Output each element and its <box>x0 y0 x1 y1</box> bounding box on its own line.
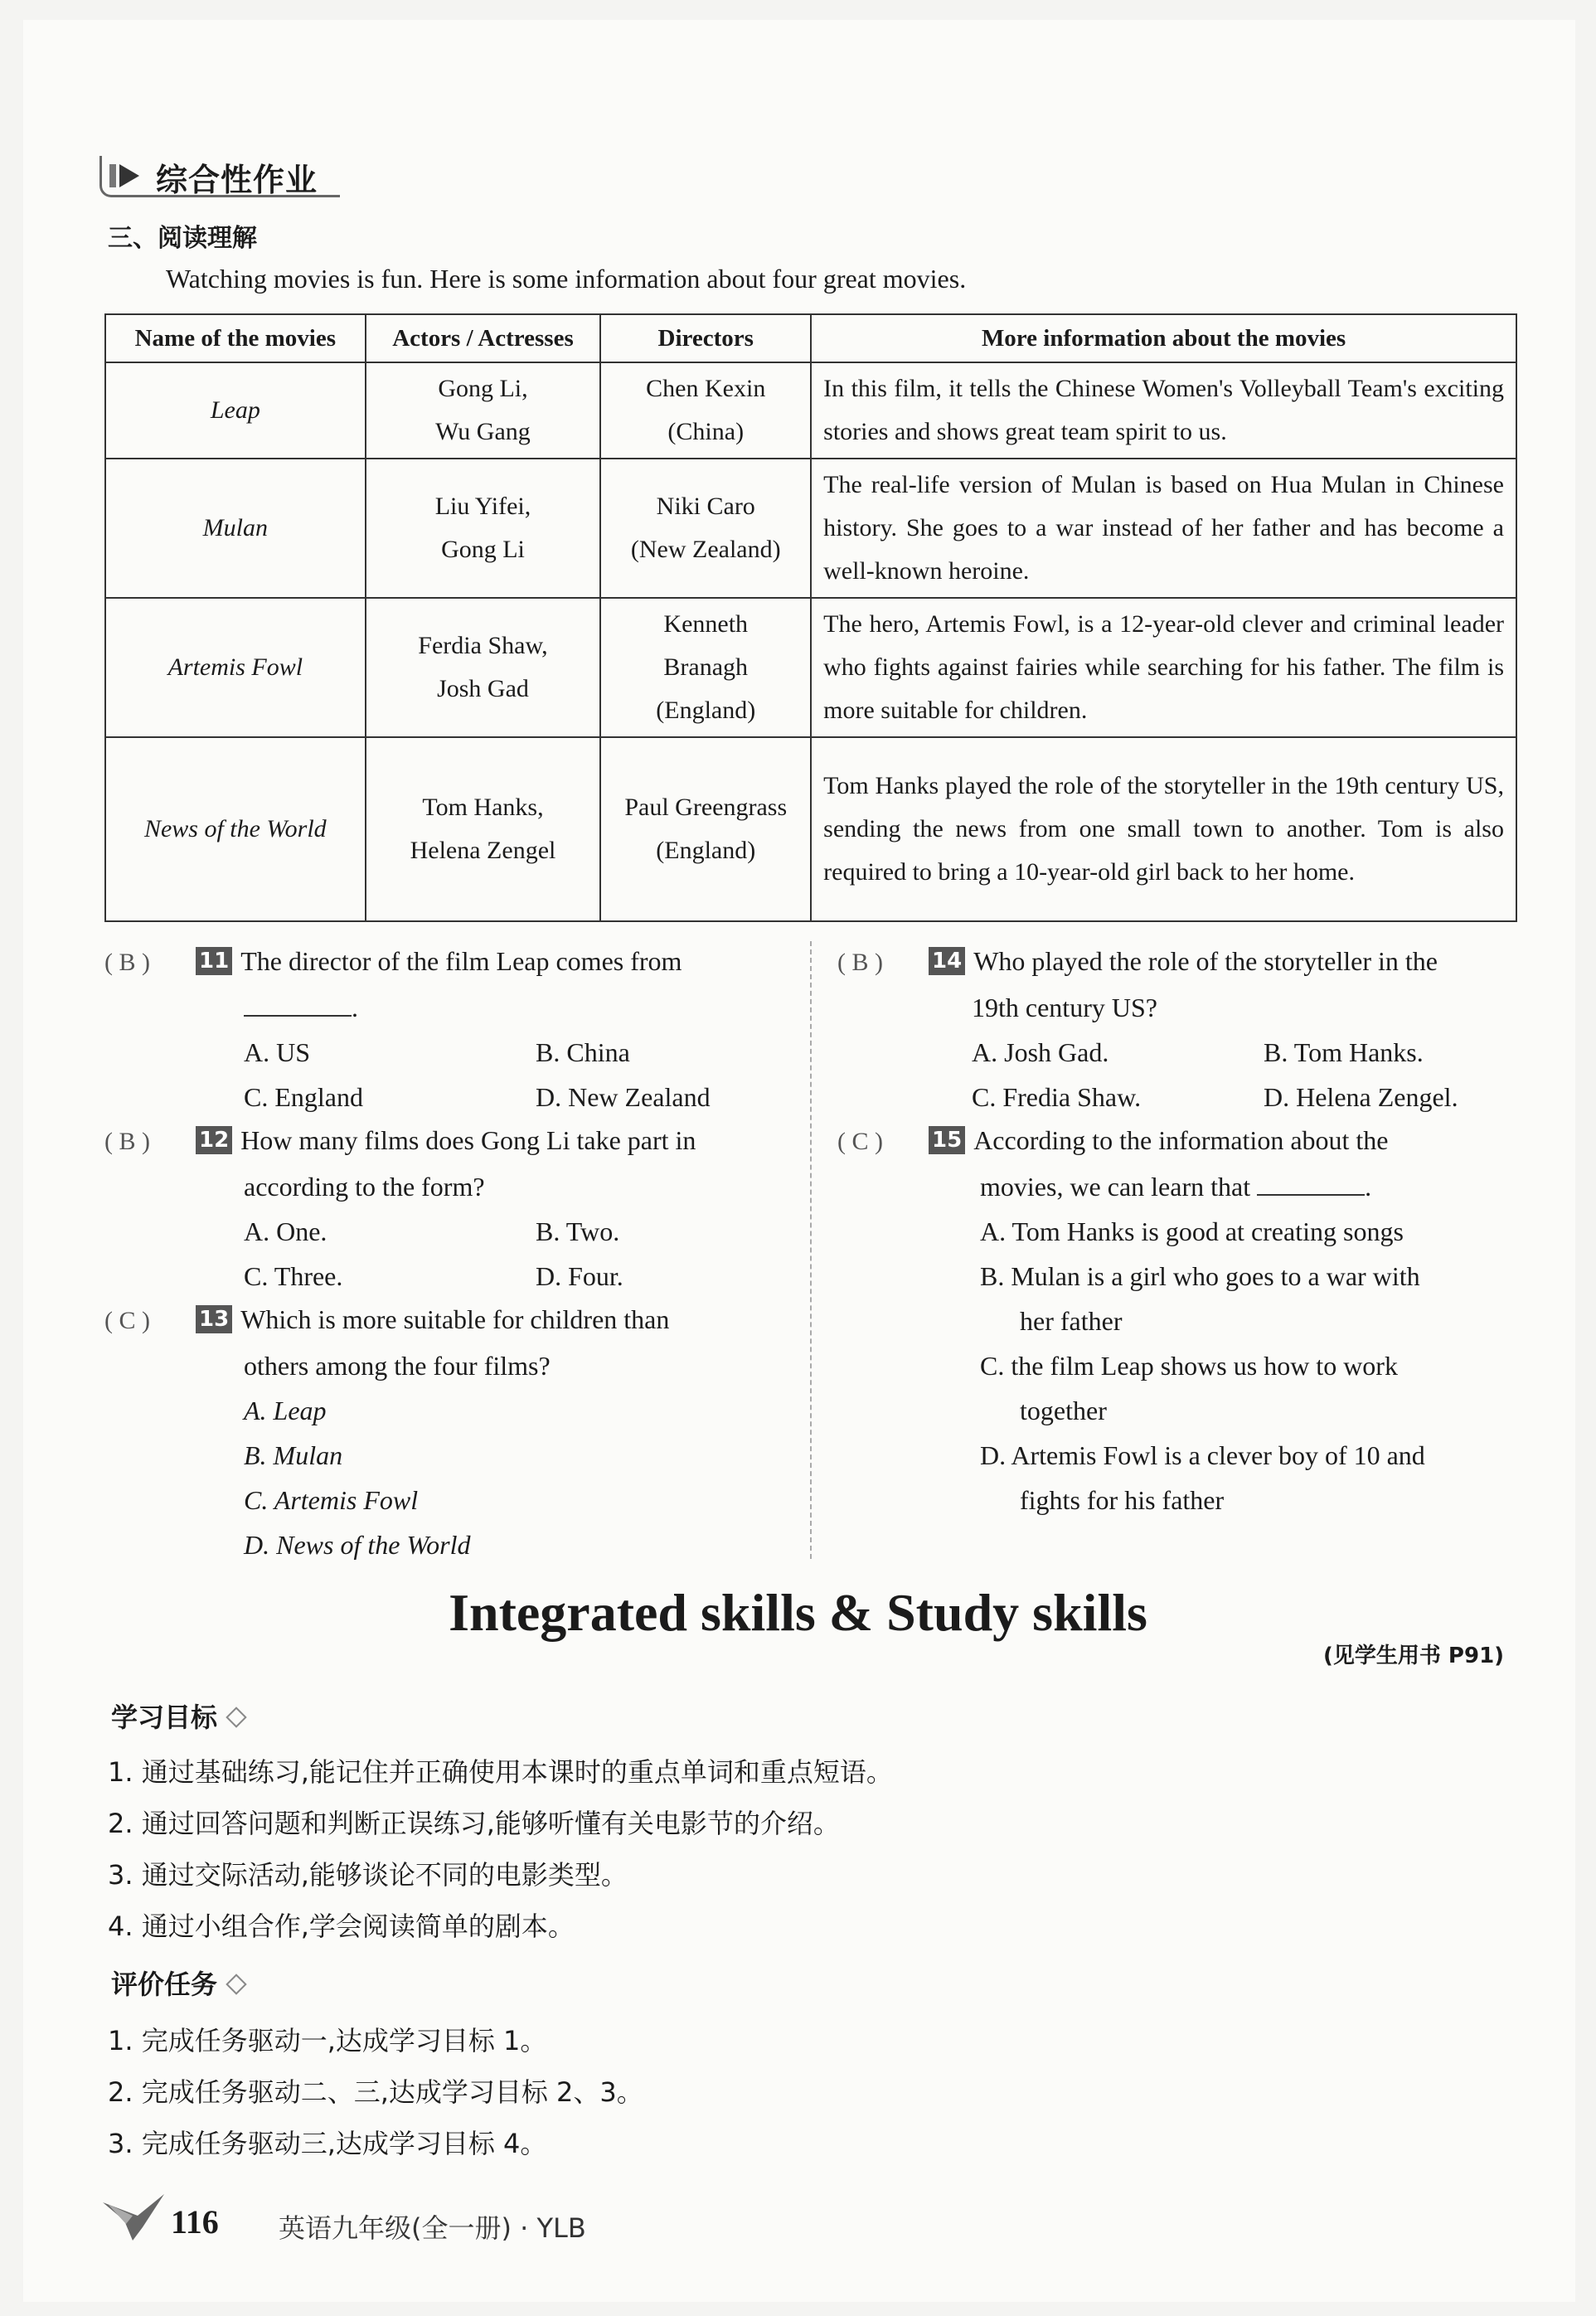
page-number: 116 <box>171 2203 219 2241</box>
movie-actors: Tom Hanks, Helena Zengel <box>366 737 601 921</box>
question-stem-cont: according to the form? <box>244 1172 485 1202</box>
lesson-title: Integrated skills & Study skills <box>449 1583 1147 1642</box>
table-header: More information about the movies <box>811 314 1516 362</box>
task-item: 1. 完成任务驱动一,达成学习目标 1。 <box>108 2025 547 2056</box>
option-c-cont: together <box>1020 1396 1107 1425</box>
question-number: 12 <box>196 1126 232 1154</box>
movie-directors: Niki Caro (New Zealand) <box>600 459 811 598</box>
option-b-cont: her father <box>1020 1306 1123 1336</box>
option-a[interactable]: A. Tom Hanks is good at creating songs <box>980 1216 1404 1246</box>
option-a[interactable]: A. US <box>244 1037 311 1067</box>
diamond-icon <box>226 1707 246 1727</box>
question-stem: According to the information about the <box>973 1125 1389 1155</box>
option-c[interactable]: C. Artemis Fowl <box>244 1485 419 1515</box>
table-header-row <box>105 314 1516 362</box>
diamond-icon <box>226 1974 246 1994</box>
question-stem-cont: others among the four films? <box>244 1351 551 1381</box>
table-header: Name of the movies <box>105 314 366 362</box>
question-number: 15 <box>929 1126 965 1154</box>
goal-item: 2. 通过回答问题和判断正误练习,能够听懂有关电影节的介绍。 <box>108 1808 840 1839</box>
movie-info: The hero, Artemis Fowl, is a 12-year-old clever and criminal leader who fights against fairies while searching for his father. The film is more suitable for children. <box>811 598 1516 737</box>
option-b[interactable]: B. Two. <box>536 1216 620 1246</box>
table-row <box>105 362 1516 459</box>
goal-item: 4. 通过小组合作,学会阅读简单的剧本。 <box>108 1911 575 1942</box>
movie-directors: Kenneth Branagh (England) <box>600 598 811 737</box>
option-d[interactable]: D. News of the World <box>244 1530 471 1560</box>
answer-choice: ( B ) <box>837 949 883 976</box>
tasks-heading: 评价任务 <box>111 1964 244 2002</box>
option-b[interactable]: B. Mulan <box>244 1440 343 1470</box>
question-stem: How many films does Gong Li take part in <box>240 1125 696 1155</box>
movie-info: The real-life version of Mulan is based on Hua Mulan in Chinese history. She goes to a war instead of her father and has become a well-known heroine. <box>811 459 1516 598</box>
movie-name: News of the World <box>105 737 366 921</box>
answer-choice: ( B ) <box>104 949 150 976</box>
table-row <box>105 737 1516 921</box>
option-b[interactable]: B. China <box>536 1037 630 1067</box>
option-d-cont: fights for his father <box>1020 1485 1225 1515</box>
option-d[interactable]: D. Four. <box>536 1261 623 1291</box>
goal-item: 3. 通过交际活动,能够谈论不同的电影类型。 <box>108 1859 628 1891</box>
answer-choice: ( B ) <box>104 1128 150 1155</box>
answer-choice: ( C ) <box>104 1307 150 1334</box>
question-14 <box>837 939 1534 1119</box>
movie-name: Mulan <box>105 459 366 598</box>
question-12 <box>104 1118 801 1299</box>
task-item: 3. 完成任务驱动三,达成学习目标 4。 <box>108 2128 547 2159</box>
question-stem: Who played the role of the storyteller in the <box>973 946 1438 976</box>
question-number: 14 <box>929 947 965 975</box>
movies-table <box>104 313 1517 922</box>
question-number: 13 <box>196 1305 232 1333</box>
movie-directors: Paul Greengrass (England) <box>600 737 811 921</box>
table-row <box>105 598 1516 737</box>
option-c[interactable]: C. the film Leap shows us how to work <box>980 1351 1398 1381</box>
option-d[interactable]: D. New Zealand <box>536 1082 711 1112</box>
movie-directors: Chen Kexin (China) <box>600 362 811 459</box>
movie-actors: Gong Li, Wu Gang <box>366 362 601 459</box>
goals-heading: 学习目标 <box>111 1697 244 1735</box>
reading-intro: Watching movies is fun. Here is some information about four great movies. <box>166 264 967 294</box>
question-13 <box>104 1297 801 1567</box>
option-a[interactable]: A. Josh Gad. <box>972 1037 1109 1067</box>
question-stem: The director of the film Leap comes from <box>240 946 682 976</box>
bird-logo-icon <box>99 2191 166 2244</box>
table-header: Actors / Actresses <box>366 314 601 362</box>
option-d[interactable]: D. Helena Zengel. <box>1264 1082 1458 1112</box>
question-stem-cont: 19th century US? <box>972 993 1157 1022</box>
option-a[interactable]: A. One. <box>244 1216 327 1246</box>
option-a[interactable]: A. Leap <box>244 1396 327 1425</box>
option-c[interactable]: C. Fredia Shaw. <box>972 1082 1142 1112</box>
movie-info: Tom Hanks played the role of the storyteller in the 19th century US, sending the news from one small town to another. Tom is also required to bring a 10-year-old girl back to her home. <box>811 737 1516 921</box>
movie-name: Artemis Fowl <box>105 598 366 737</box>
reading-subtitle: 三、阅读理解 <box>108 224 257 253</box>
question-stem-cont: movies, we can learn that <box>980 1172 1251 1202</box>
movie-info: In this film, it tells the Chinese Women's Volleyball Team's exciting stories and shows great team spirit to us. <box>811 362 1516 459</box>
answer-blank[interactable] <box>244 992 352 1017</box>
section-label <box>99 151 348 204</box>
section-title: 综合性作业 <box>156 162 318 198</box>
option-b[interactable]: B. Tom Hanks. <box>1264 1037 1424 1067</box>
column-divider <box>810 941 812 1559</box>
reference-note: (见学生用书 P91) <box>1323 1644 1505 1668</box>
movie-name: Leap <box>105 362 366 459</box>
goal-item: 1. 通过基础练习,能记住并正确使用本课时的重点单词和重点短语。 <box>108 1756 893 1788</box>
option-d[interactable]: D. Artemis Fowl is a clever boy of 10 and <box>980 1440 1425 1470</box>
option-b[interactable]: B. Mulan is a girl who goes to a war with <box>980 1261 1420 1291</box>
movie-actors: Liu Yifei, Gong Li <box>366 459 601 598</box>
option-c[interactable]: C. England <box>244 1082 363 1112</box>
option-c[interactable]: C. Three. <box>244 1261 343 1291</box>
question-15: ( C ) 15 According to the information about the movies, we can learn that . A. Tom Hanks is good at creating songs B. Mulan is a girl who goes to a war with her father C. the film Leap shows us how to work together D. Artemis Fowl is a clever boy of 10 and fights for his father <box>837 1118 1534 1522</box>
question-stem: Which is more suitable for children than <box>240 1304 670 1334</box>
task-item: 2. 完成任务驱动二、三,达成学习目标 2、3。 <box>108 2076 643 2108</box>
arrow-icon <box>109 161 143 191</box>
answer-choice: ( C ) <box>837 1128 883 1155</box>
question-11: ( B ) 11 The director of the film Leap comes from . A. US B. China C. England D. New Zealand <box>104 939 801 1119</box>
table-header: Directors <box>600 314 811 362</box>
question-number: 11 <box>196 947 232 975</box>
book-title: 英语九年级(全一册) · YLB <box>279 2212 586 2244</box>
answer-blank[interactable] <box>1257 1171 1365 1196</box>
movie-actors: Ferdia Shaw, Josh Gad <box>366 598 601 737</box>
table-row <box>105 459 1516 598</box>
